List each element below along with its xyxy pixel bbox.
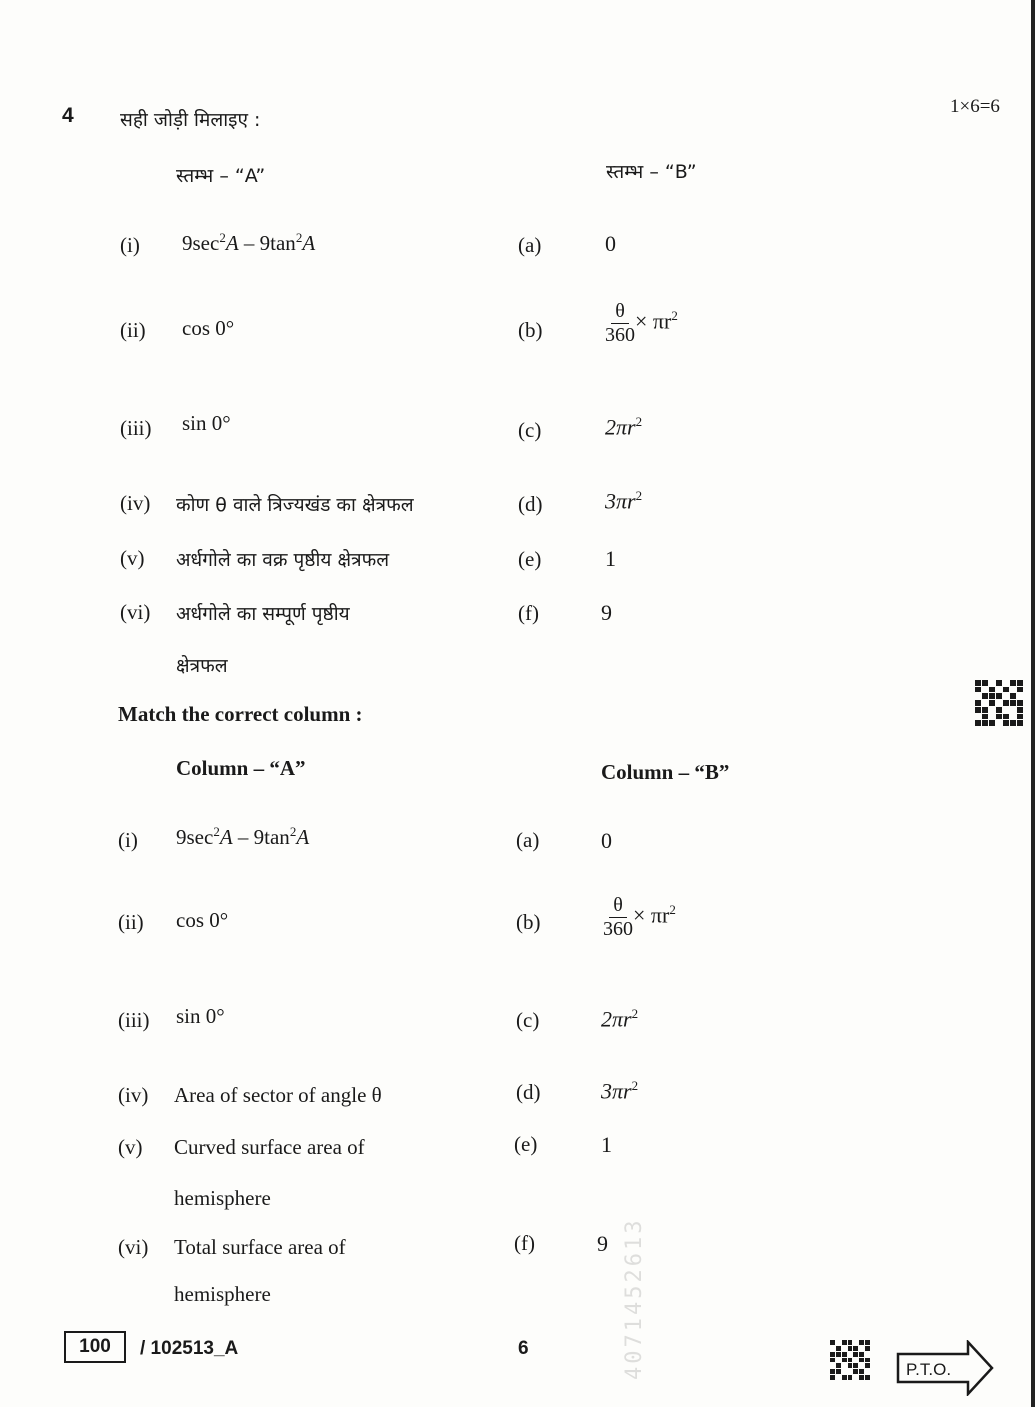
- english-instruction: Match the correct column :: [118, 702, 363, 726]
- hindi-row-6-item: अर्धगोले का सम्पूर्ण पृष्ठीय: [176, 603, 350, 625]
- hindi-row-2-letter: (b): [518, 318, 543, 342]
- english-row-1-number: (i): [118, 828, 138, 852]
- qr-code-icon: [975, 680, 1023, 726]
- english-row-4-answer: $3\pi r^2$: [601, 1078, 639, 1104]
- question-number: 4: [62, 104, 74, 127]
- english-row-3-item: sin 0°: [176, 1004, 225, 1028]
- hindi-row-1-answer: 0: [605, 231, 616, 256]
- marks-allocation: 1×6=6: [950, 96, 1000, 117]
- hindi-row-6-number: (vi): [120, 600, 151, 624]
- right-edge-border: [1031, 0, 1035, 1407]
- code-box: 100: [64, 1331, 126, 1363]
- hindi-row-5-letter: (e): [518, 547, 542, 571]
- english-row-5-item: Curved surface area of: [174, 1135, 365, 1159]
- footer-qr-code-icon: [830, 1340, 870, 1380]
- english-row-5-item-continued: hemisphere: [174, 1186, 271, 1210]
- hindi-row-2-item: cos 0°: [182, 316, 235, 340]
- hindi-row-3-letter: (c): [518, 418, 542, 442]
- page-number: 6: [518, 1338, 529, 1359]
- english-row-6-item-continued: hemisphere: [174, 1282, 271, 1306]
- english-row-1-letter: (a): [516, 828, 540, 852]
- english-row-4-letter: (d): [516, 1080, 541, 1104]
- hindi-row-3-number: (iii): [120, 416, 152, 440]
- hindi-row-4-answer: $3\pi r^2$: [605, 488, 643, 514]
- hindi-row-6-answer: 9: [601, 600, 612, 625]
- hindi-row-2-answer-fraction: $\frac{\theta}{360}$ × $\pi r^2$: [605, 300, 678, 346]
- english-row-5-number: (v): [118, 1135, 143, 1159]
- english-row-3-letter: (c): [516, 1008, 540, 1032]
- pto-label: P.T.O.: [906, 1360, 952, 1379]
- english-row-6-item: Total surface area of: [174, 1235, 346, 1259]
- english-row-2-answer-fraction: $\frac{\theta}{360}$ × $\pi r^2$: [603, 894, 676, 940]
- english-row-6-letter: (f): [514, 1231, 535, 1255]
- english-row-5-letter: (e): [514, 1132, 538, 1156]
- hindi-column-a-heading: स्तम्भ – “A”: [176, 165, 266, 187]
- hindi-row-4-number: (iv): [120, 491, 151, 515]
- hindi-row-2-number: (ii): [120, 318, 146, 342]
- arrow-right-icon: [896, 1340, 996, 1396]
- english-row-6-number: (vi): [118, 1235, 149, 1259]
- english-row-1-expression: $9\sec^2A - 9\tan^2A$: [176, 824, 310, 849]
- english-row-2-item: cos 0°: [176, 908, 229, 932]
- english-row-3-number: (iii): [118, 1008, 150, 1032]
- english-row-6-answer: 9: [597, 1231, 608, 1256]
- hindi-column-b-heading: स्तम्भ – “B”: [606, 161, 697, 183]
- english-column-a-heading: Column – “A”: [176, 756, 306, 780]
- english-row-4-item: Area of sector of angle θ: [174, 1083, 382, 1107]
- hindi-row-6-letter: (f): [518, 601, 539, 625]
- english-row-2-letter: (b): [516, 910, 541, 934]
- paper-code: / 102513_A: [140, 1338, 239, 1359]
- hindi-row-3-item: sin 0°: [182, 411, 231, 435]
- english-row-2-number: (ii): [118, 910, 144, 934]
- hindi-row-1-letter: (a): [518, 233, 542, 257]
- hindi-instruction: सही जोड़ी मिलाइए :: [120, 109, 261, 131]
- hindi-row-1-expression: $9\sec^2A - 9\tan^2A$: [182, 230, 316, 255]
- hindi-row-4-letter: (d): [518, 492, 543, 516]
- hindi-row-1-number: (i): [120, 233, 140, 257]
- hindi-row-5-item: अर्धगोले का वक्र पृष्ठीय क्षेत्रफल: [176, 549, 390, 571]
- english-row-4-number: (iv): [118, 1083, 149, 1107]
- hindi-row-5-number: (v): [120, 546, 145, 570]
- hindi-row-5-answer: 1: [605, 546, 616, 571]
- english-column-b-heading: Column – “B”: [601, 760, 730, 784]
- hindi-row-6-item-continued: क्षेत्रफल: [176, 655, 228, 677]
- hindi-row-3-answer: $2\pi r^2$: [605, 414, 643, 440]
- english-row-5-answer: 1: [601, 1132, 612, 1157]
- watermark: 4071452613: [622, 1217, 647, 1380]
- english-row-3-answer: $2\pi r^2$: [601, 1006, 639, 1032]
- english-row-1-answer: 0: [601, 828, 612, 853]
- hindi-row-4-item: कोण θ वाले त्रिज्यखंड का क्षेत्रफल: [176, 494, 414, 516]
- pto-arrow: [896, 1340, 996, 1400]
